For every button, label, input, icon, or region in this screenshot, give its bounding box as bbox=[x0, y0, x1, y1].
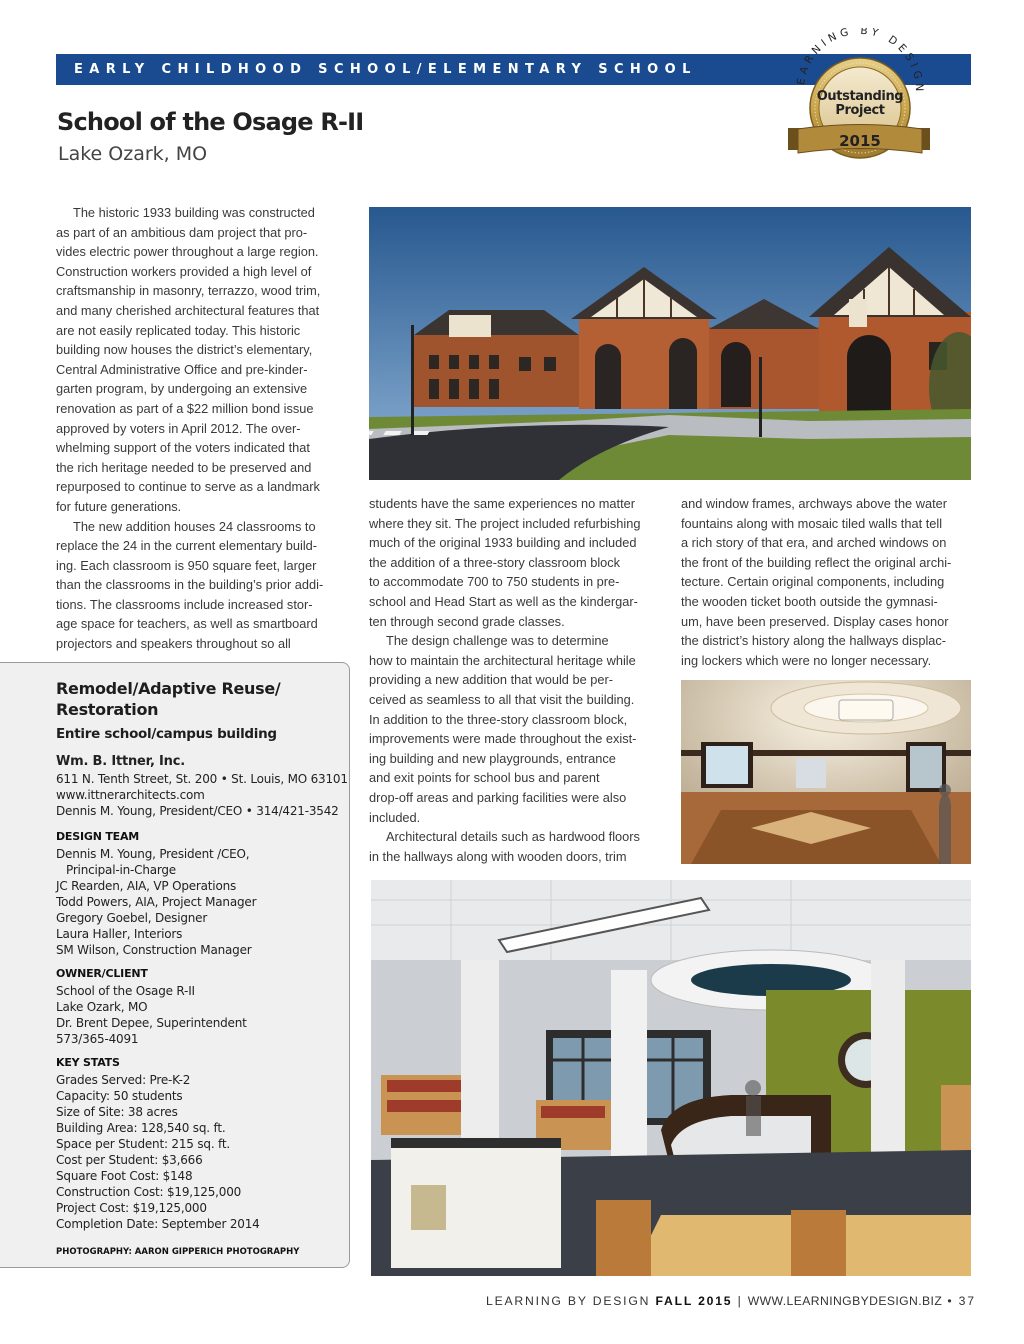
section-category: EARLY CHILDHOOD SCHOOL/ELEMENTARY SCHOOL bbox=[74, 62, 697, 77]
info-line: Completion Date: September 2014 bbox=[56, 1217, 260, 1231]
body-text-line: and many cherished architectural features that bbox=[56, 302, 320, 318]
body-text-line: repurposed to continue to serve as a landmark bbox=[56, 479, 320, 495]
body-text-line: projectors and speakers throughout so all bbox=[56, 636, 291, 652]
badge-line2: Project bbox=[835, 103, 885, 118]
award-category-line1: Remodel/Adaptive Reuse/ bbox=[56, 679, 281, 698]
info-line: Dr. Brent Depee, Superintendent bbox=[56, 1016, 247, 1030]
project-title: School of the Osage R-II bbox=[57, 108, 364, 136]
info-line: Grades Served: Pre-K-2 bbox=[56, 1073, 191, 1087]
key-stats bbox=[56, 1055, 260, 1232]
project-info-sidebar bbox=[0, 662, 350, 1268]
body-column-2 bbox=[369, 494, 664, 866]
body-text-line: much of the original 1933 building and included bbox=[369, 535, 637, 551]
page-footer bbox=[486, 1294, 976, 1308]
info-line: Laura Haller, Interiors bbox=[56, 927, 183, 941]
body-text-line: drop-off areas and parking facilities were also bbox=[369, 789, 627, 805]
body-text-line: ten through second grade classes. bbox=[369, 613, 565, 629]
body-text-line: tions. The classrooms include increased stor- bbox=[56, 596, 313, 612]
photo-credit: PHOTOGRAPHY: AARON GIPPERICH PHOTOGRAPHY bbox=[56, 1247, 300, 1257]
body-text-line: fountains along with mosaic tiled walls that tell bbox=[681, 515, 943, 531]
footer-publication: LEARNING BY DESIGN bbox=[486, 1294, 651, 1308]
photo-library-interior bbox=[371, 880, 971, 1276]
info-line: Todd Powers, AIA, Project Manager bbox=[56, 895, 257, 909]
body-text-line: the rich heritage needed to be preserved and bbox=[56, 459, 312, 475]
info-line: 573/365-4091 bbox=[56, 1032, 139, 1046]
info-line: Square Foot Cost: $148 bbox=[56, 1169, 193, 1183]
badge-arc-text: EARNING BY DESIGN bbox=[795, 28, 926, 96]
body-text-line: to accommodate 700 to 750 students in pre- bbox=[369, 574, 620, 590]
footer-bullet: • bbox=[947, 1294, 954, 1308]
badge-line1: Outstanding bbox=[816, 89, 904, 104]
body-text-line: the district’s history along the hallways displac- bbox=[681, 633, 947, 649]
body-text-line: whelming support of the voters indicated that bbox=[56, 440, 310, 456]
body-text-line: garten program, by undergoing an extensive bbox=[56, 381, 308, 397]
owner-heading: OWNER/CLIENT bbox=[56, 967, 148, 980]
firm-website: www.ittnerarchitects.com bbox=[56, 788, 205, 802]
firm-name: Wm. B. Ittner, Inc. bbox=[56, 754, 185, 769]
body-text-line: the wooden ticket booth outside the gymnasi- bbox=[681, 593, 938, 609]
info-line: Dennis M. Young, President /CEO, bbox=[56, 847, 250, 861]
info-line: School of the Osage R-II bbox=[56, 984, 195, 998]
design-team bbox=[56, 829, 256, 958]
award-subcategory: Entire school/campus building bbox=[56, 726, 277, 742]
body-text-line: as part of an ambitious dam project that pro- bbox=[56, 224, 308, 240]
award-category-line2: Restoration bbox=[56, 700, 159, 719]
body-text-line: The design challenge was to determine bbox=[386, 633, 609, 649]
body-text-line: vides electric power throughout a large region. bbox=[56, 244, 319, 260]
body-text-line: the addition of a three-story classroom block bbox=[369, 554, 621, 570]
photo-hallway-interior bbox=[681, 680, 971, 864]
info-line: SM Wilson, Construction Manager bbox=[56, 943, 252, 957]
body-text-line: um, have been preserved. Display cases honor bbox=[681, 613, 949, 629]
body-text-line: replace the 24 in the current elementary build- bbox=[56, 538, 318, 554]
body-text-line: craftsmanship in masonry, terrazzo, wood trim, bbox=[56, 283, 321, 299]
body-text-line: providing a new addition that would be per- bbox=[369, 672, 614, 688]
body-text-line: are not easily replicated today. This historic bbox=[56, 322, 301, 338]
info-line: Construction Cost: $19,125,000 bbox=[56, 1185, 242, 1199]
body-text-line: in the hallways along with wooden doors, trim bbox=[369, 848, 627, 864]
body-text-line: ing building and new playgrounds, entrance bbox=[369, 750, 616, 766]
body-text-line: Central Administrative Office and pre-kinder- bbox=[56, 361, 308, 377]
footer-separator: | bbox=[737, 1294, 743, 1308]
body-text-line: and window frames, archways above the water bbox=[681, 496, 948, 511]
body-text-line: Construction workers provided a high level of bbox=[56, 263, 312, 279]
key-stats-list bbox=[56, 1072, 260, 1232]
firm-address: 611 N. Tenth Street, St. 200 • St. Louis, MO 63101 bbox=[56, 772, 348, 786]
page-number: 37 bbox=[958, 1294, 976, 1308]
body-text-line: the front of the building reflect the original archi- bbox=[681, 554, 952, 570]
body-text-line: a rich story of that era, and arched windows on bbox=[681, 535, 947, 551]
body-text-line: for future generations. bbox=[56, 498, 182, 514]
owner-list bbox=[56, 983, 247, 1047]
owner-client bbox=[56, 966, 247, 1047]
body-text-line: where they sit. The project included refurbishing bbox=[369, 515, 641, 531]
body-text-line: improvements were made throughout the exist- bbox=[369, 731, 637, 747]
body-text-line: ing lockers which were no longer necessary. bbox=[681, 652, 932, 668]
firm-info bbox=[56, 754, 348, 819]
info-line: Principal-in-Charge bbox=[66, 863, 176, 877]
body-text-line: In addition to the three-story classroom block, bbox=[369, 711, 628, 727]
body-text-line: renovation as part of a $22 million bond issue bbox=[56, 400, 314, 416]
body-text-line: ceived as seamless to all that visit the building. bbox=[369, 691, 635, 707]
body-column-3 bbox=[681, 494, 971, 670]
info-line: JC Rearden, AIA, VP Operations bbox=[56, 879, 237, 893]
body-text-line: ing. Each classroom is 950 square feet, larger bbox=[56, 557, 317, 573]
body-text-line: school and Head Start as well as the kindergar- bbox=[369, 593, 638, 609]
design-team-list bbox=[56, 846, 256, 958]
body-text-line: age space for teachers, as well as smartboard bbox=[56, 616, 318, 632]
body-text-line: Architectural details such as hardwood floors bbox=[386, 829, 640, 845]
firm-contact: Dennis M. Young, President/CEO • 314/421-3542 bbox=[56, 804, 339, 818]
footer-website: WWW.LEARNINGBYDESIGN.BIZ bbox=[747, 1294, 943, 1308]
info-line: Cost per Student: $3,666 bbox=[56, 1153, 203, 1167]
body-text-line: building now houses the district’s elementary, bbox=[56, 342, 313, 358]
award-badge bbox=[784, 28, 934, 180]
design-team-heading: DESIGN TEAM bbox=[56, 830, 140, 843]
photo-building-exterior bbox=[369, 207, 971, 480]
footer-issue: FALL 2015 bbox=[655, 1294, 733, 1308]
body-text-line: students have the same experiences no matter bbox=[369, 496, 636, 511]
award-seal-graphic bbox=[784, 28, 934, 180]
body-text-line: and exit points for school bus and parent bbox=[369, 770, 600, 786]
info-line: Lake Ozark, MO bbox=[56, 1000, 148, 1014]
body-text-line: how to maintain the architectural heritage while bbox=[369, 652, 636, 668]
body-text-line: The historic 1933 building was constructed bbox=[73, 205, 315, 220]
info-line: Building Area: 128,540 sq. ft. bbox=[56, 1121, 226, 1135]
info-line: Size of Site: 38 acres bbox=[56, 1105, 178, 1119]
body-text-line: The new addition houses 24 classrooms to bbox=[73, 518, 316, 534]
key-stats-heading: KEY STATS bbox=[56, 1056, 120, 1069]
info-line: Space per Student: 215 sq. ft. bbox=[56, 1137, 230, 1151]
body-column-1 bbox=[56, 203, 346, 654]
body-text-line: tecture. Certain original components, including bbox=[681, 574, 945, 590]
info-line: Gregory Goebel, Designer bbox=[56, 911, 208, 925]
badge-year: 2015 bbox=[839, 132, 881, 150]
body-text-line: than the classrooms in the building’s prior addi- bbox=[56, 577, 324, 593]
info-line: Project Cost: $19,125,000 bbox=[56, 1201, 207, 1215]
body-text-line: included. bbox=[369, 809, 421, 825]
info-line: Capacity: 50 students bbox=[56, 1089, 183, 1103]
project-location: Lake Ozark, MO bbox=[58, 143, 208, 165]
award-category bbox=[56, 678, 280, 720]
body-text-line: approved by voters in April 2012. The over- bbox=[56, 420, 301, 436]
